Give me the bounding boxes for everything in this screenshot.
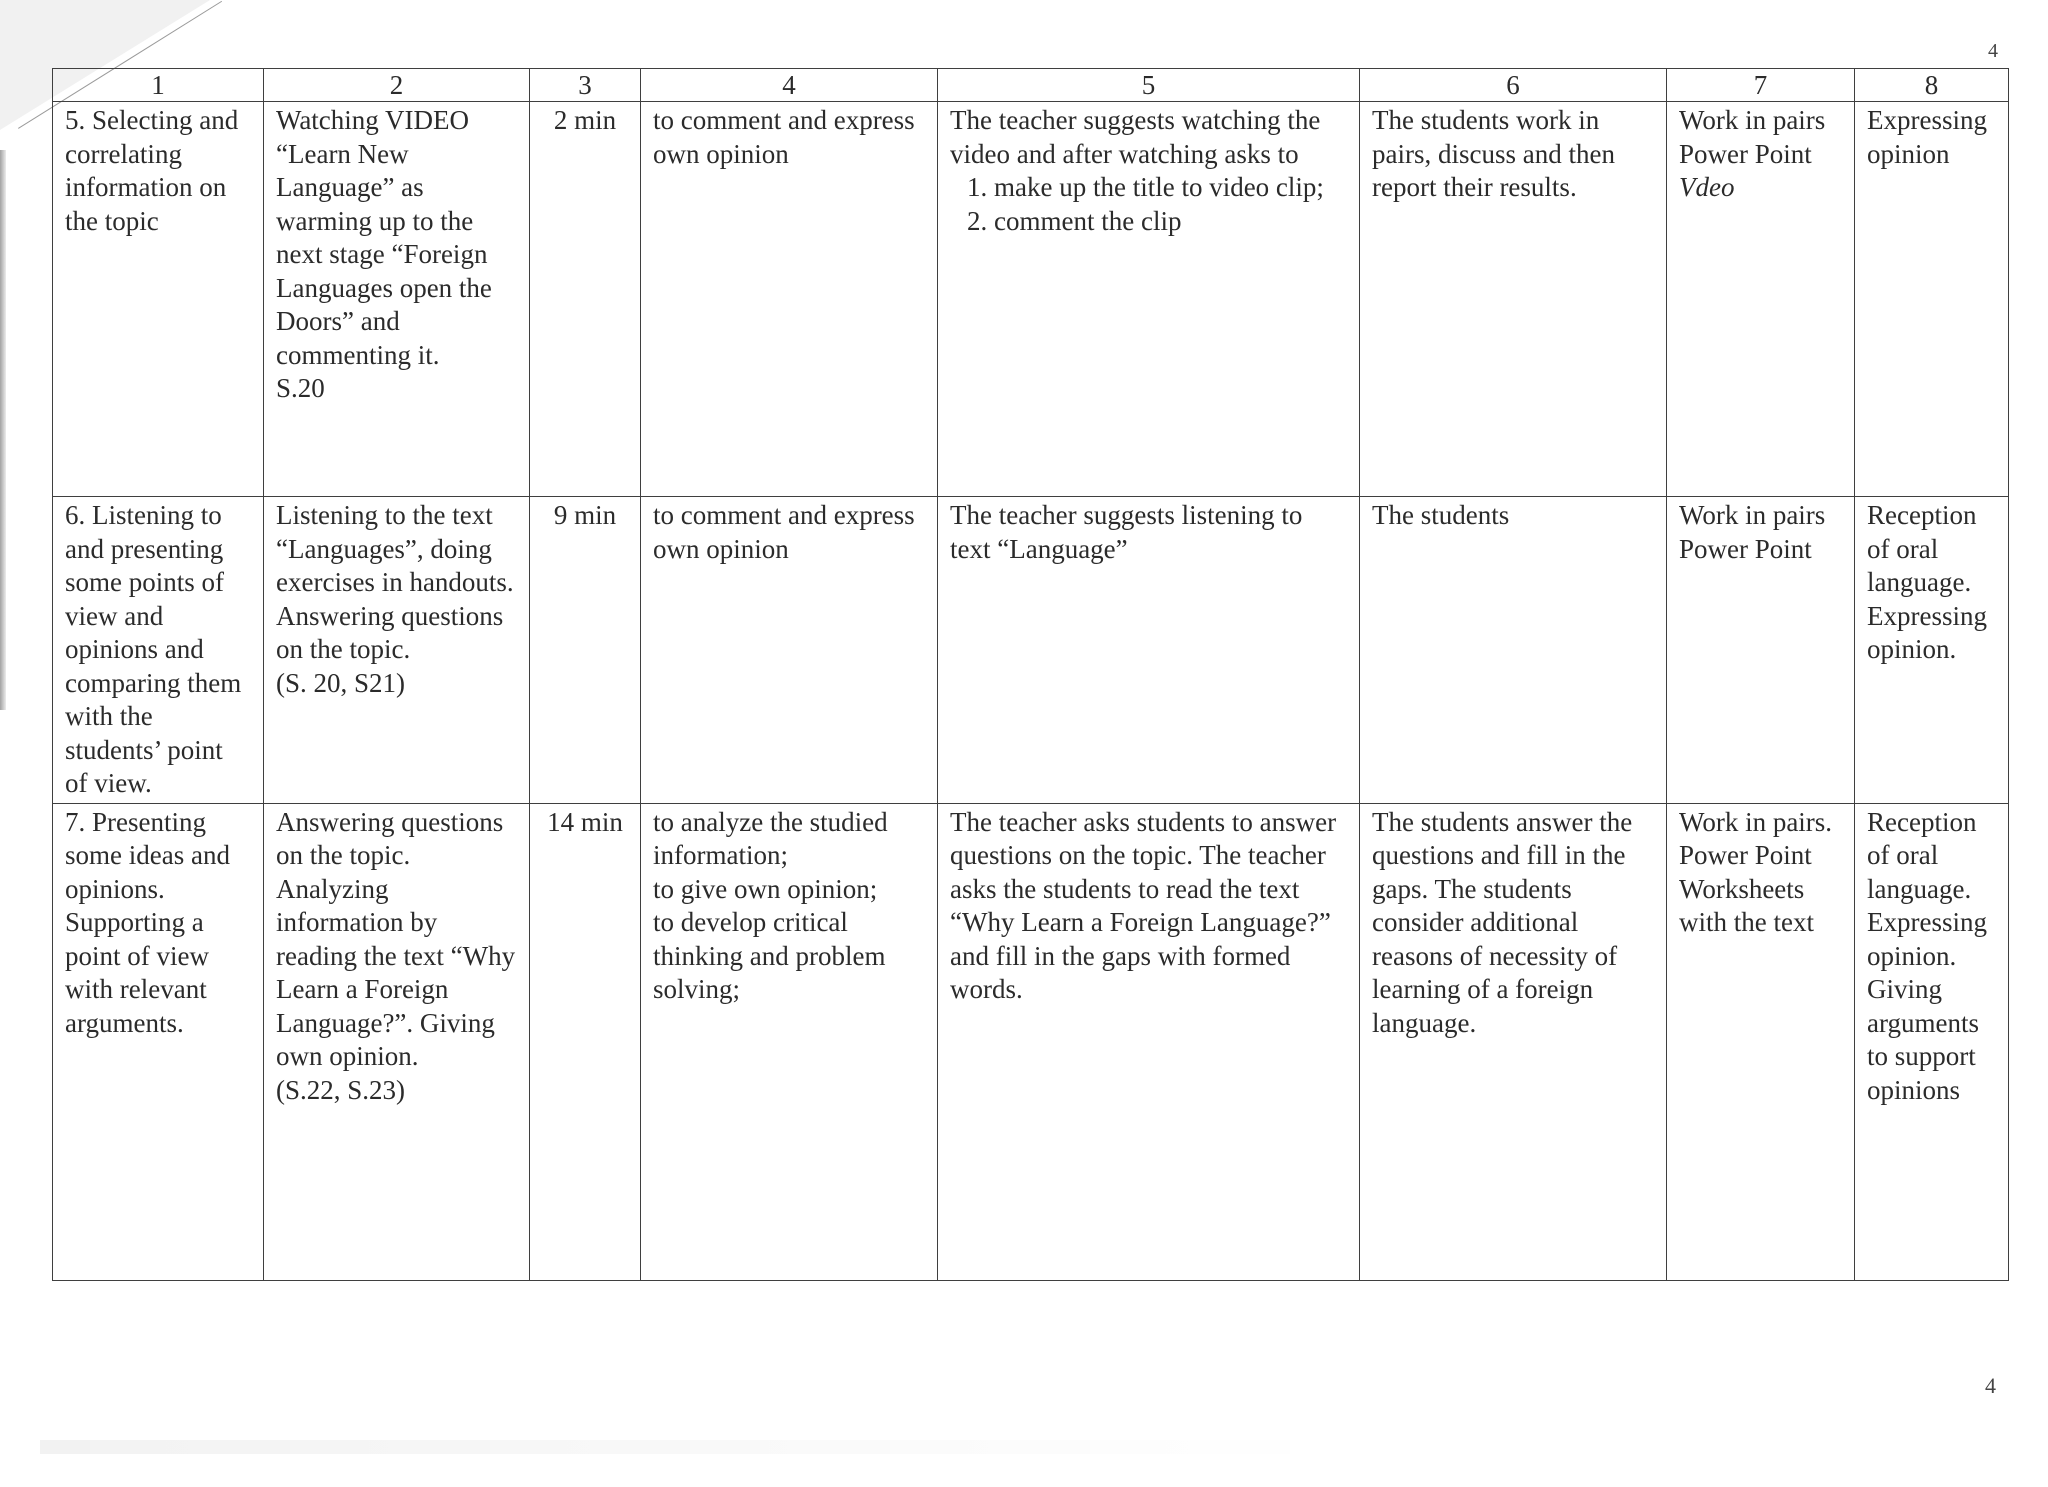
form-text: Power Point xyxy=(1679,138,1812,169)
activity-text: Answering questions on the topic. xyxy=(276,600,504,664)
aim-text: to comment and express own opinion xyxy=(653,500,915,564)
teacher-cell xyxy=(938,102,1360,497)
aim-text: to comment and express own opinion xyxy=(653,105,915,169)
activity-cell xyxy=(264,497,530,804)
form-text: Work in pairs xyxy=(1679,105,1826,135)
form-text: Power Point xyxy=(1679,533,1812,564)
column-header-row xyxy=(53,69,2009,102)
table-row xyxy=(53,102,2009,497)
teacher-step: 1. make up the title to video clip; xyxy=(994,171,1347,205)
column-header: 4 xyxy=(641,69,938,102)
teacher-steps xyxy=(950,171,1347,238)
form-text: Power Point xyxy=(1679,840,1812,870)
aim-text: to develop critical thinking and problem solving; xyxy=(653,907,886,1004)
activity-cell xyxy=(264,803,530,1280)
activity-text: (S.22, S.23) xyxy=(276,1074,406,1105)
form-text-italic: Vdeo xyxy=(1679,172,1735,202)
activity-text: Listening to the text xyxy=(276,500,493,530)
skills-cell: Reception of oral language. Expressing opinion. xyxy=(1855,497,2009,804)
students-cell: The students answer the questions and fill in the gaps. The students consider additional reasons of necessity of learning of a foreign language. xyxy=(1360,803,1667,1280)
teacher-intro: The teacher asks students to answer questions on the topic. The teacher asks the students to read the text “Why Learn a Foreign Language?” and fill in the gaps with formed words. xyxy=(950,806,1337,1004)
students-cell: The students xyxy=(1360,497,1667,804)
skills-cell: Reception of oral language. Expressing opinion. Giving arguments to support opinions xyxy=(1855,803,2009,1280)
time-cell: 14 min xyxy=(530,803,641,1280)
time-cell: 9 min xyxy=(530,497,641,804)
column-header: 2 xyxy=(264,69,530,102)
forms-cell xyxy=(1667,803,1855,1280)
time-cell: 2 min xyxy=(530,102,641,497)
activity-text: S.20 xyxy=(276,373,325,403)
activity-text: Answering questions on the topic. xyxy=(276,806,504,870)
forms-cell xyxy=(1667,497,1855,804)
stage-cell: 7. Presenting some ideas and opinions. Supporting a point of view with relevant arguments. xyxy=(53,803,264,1280)
activity-text: Watching VIDEO xyxy=(276,105,470,135)
aims-cell xyxy=(641,497,938,804)
activity-text: “Learn New Language” as warming up to the next stage “Foreign Languages open the Doors” and commenting it. xyxy=(276,138,492,370)
page-number-bottom: 4 xyxy=(1985,1373,1996,1398)
activity-text: “Languages”, doing exercises in handouts. xyxy=(276,533,514,597)
activity-text: (S. 20, S21) xyxy=(276,667,406,698)
teacher-step: 2. comment the clip xyxy=(994,205,1347,239)
column-header: 1 xyxy=(53,69,264,102)
column-header: 7 xyxy=(1667,69,1855,102)
column-header: 6 xyxy=(1360,69,1667,102)
teacher-intro: The teacher suggests watching the video and after watching asks to xyxy=(950,105,1321,169)
aim-text: to analyze the studied information; xyxy=(653,806,888,870)
column-header: 8 xyxy=(1855,69,2009,102)
aims-cell xyxy=(641,102,938,497)
table-row xyxy=(53,803,2009,1280)
activity-text: Analyzing information by reading the text “Why Learn a Foreign Language?”. Giving own opinion. xyxy=(276,873,516,1071)
skills-cell: Expressing opinion xyxy=(1855,102,2009,497)
lesson-plan-table xyxy=(52,68,2009,1281)
column-header: 3 xyxy=(530,69,641,102)
stage-cell: 6. Listening to and presenting some points of view and opinions and comparing them with the students’ point of view. xyxy=(53,497,264,804)
scan-shadow xyxy=(0,150,6,710)
teacher-cell xyxy=(938,497,1360,804)
aims-cell xyxy=(641,803,938,1280)
students-cell: The students work in pairs, discuss and then report their results. xyxy=(1360,102,1667,497)
form-text: Work in pairs xyxy=(1679,500,1826,530)
column-header: 5 xyxy=(938,69,1360,102)
table-row xyxy=(53,497,2009,804)
form-text: Worksheets with the text xyxy=(1679,873,1814,937)
page-number-top: 4 xyxy=(1988,40,1998,62)
activity-cell xyxy=(264,102,530,497)
teacher-cell xyxy=(938,803,1360,1280)
aim-text: to give own opinion; xyxy=(653,873,878,904)
forms-cell xyxy=(1667,102,1855,497)
form-text: Work in pairs. xyxy=(1679,806,1833,837)
stage-cell: 5. Selecting and correlating information on the topic xyxy=(53,102,264,497)
teacher-intro: The teacher suggests listening to text “Language” xyxy=(950,500,1303,564)
scan-smudge xyxy=(40,1440,1340,1454)
